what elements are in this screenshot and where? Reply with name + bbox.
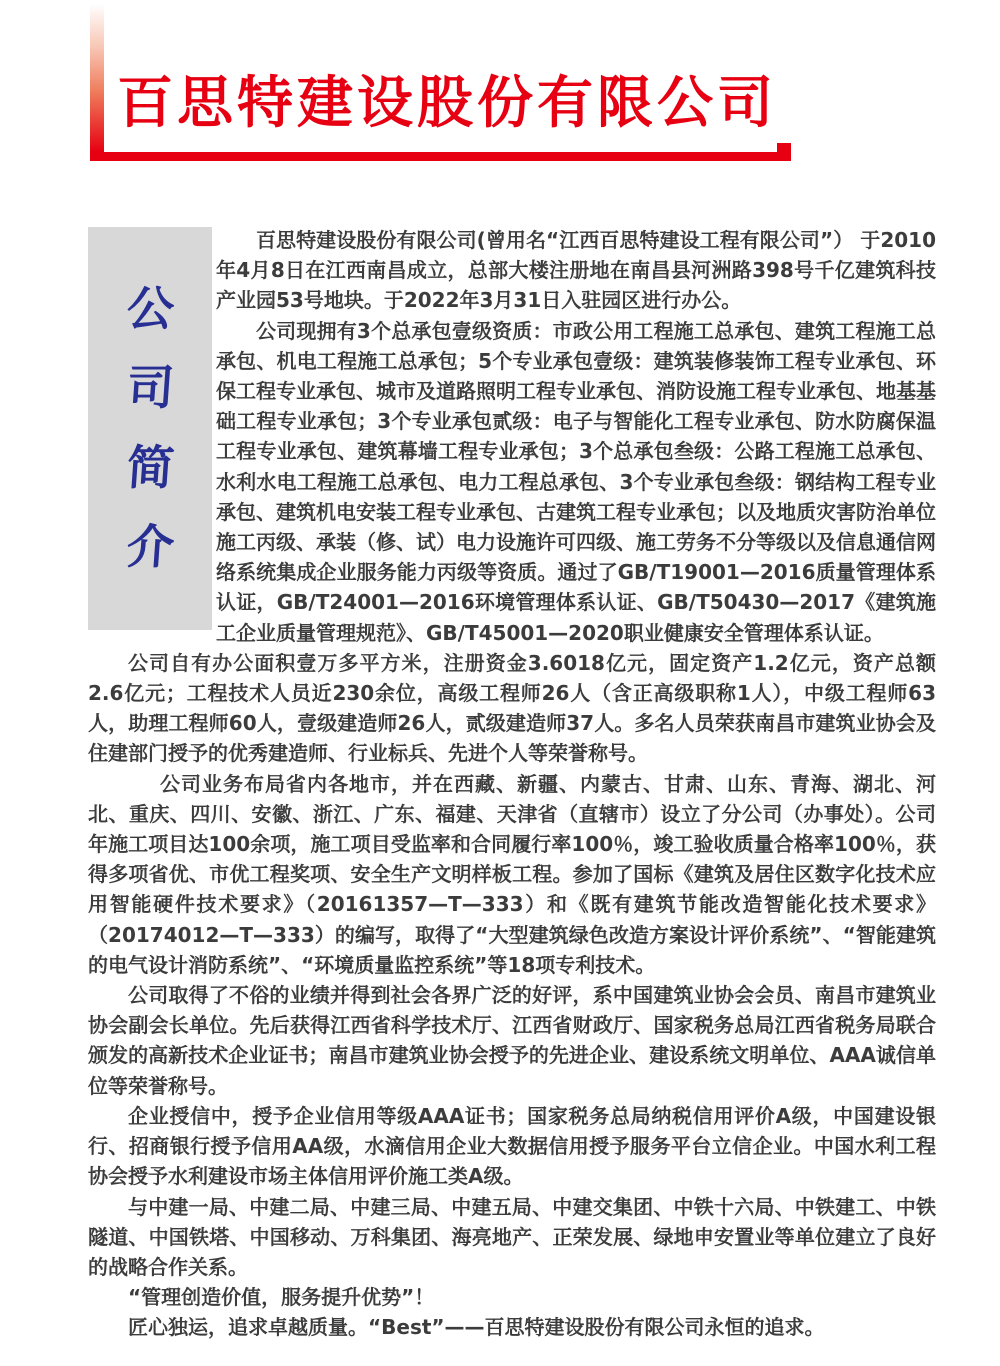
- header-underline: [90, 152, 791, 161]
- paragraph-business-layout: 公司业务布局省内各地市，并在西藏、新疆、内蒙古、甘肃、山东、青海、湖北、河北、重庆、四川、安徽、浙江、广东、福建、天津省（直辖市）设立了分公司（办事处）。公司年施工项目达100余项，施工项目受监率和合同履行率100％，竣工验收质量合格率100％，获得多项省优、市优工程奖项、安全生产文明样板工程。参加了国标《建筑及居住区数字化技术应用智能硬件技术要求》（20161357—T—333）和《既有建筑节能改造智能化技术要求》（20174012—T—333）的编写，取得了“大型建筑绿色改造方案设计评价系统”、“智能建筑的电气设计消防系统”、“环境质量监控系统”等18项专利技术。: [88, 771, 936, 977]
- section-label-char: 简: [124, 440, 176, 496]
- company-title: 百思特建设股份有限公司: [117, 71, 777, 136]
- paragraph-credit-ratings: 企业授信中，授予企业信用等级AAA证书；国家税务总局纳税信用评价A级，中国建设银行、招商银行授予信用AA级，水滴信用企业大数据信用授予服务平台立信企业。中国水利工程协会授予水利建设市场主体信用评价施工类A级。: [88, 1103, 936, 1189]
- paragraph-achievements: 公司取得了不俗的业绩并得到社会各界广泛的好评，系中国建筑业协会会员、南昌市建筑业协会副会长单位。先后获得江西省科学技术厅、江西省财政厅、国家税务总局江西省税务局联合颁发的高新技术企业证书；南昌市建筑业协会授予的先进企业、建设系统文明单位、AAA诚信单位等荣誉称号。: [88, 983, 936, 1098]
- header-accent-bar: [90, 4, 104, 152]
- paragraph-qualifications: 公司现拥有3个总承包壹级资质：市政公用工程施工总承包、建筑工程施工总承包、机电工程施工总承包；5个专业承包壹级：建筑装修装饰工程专业承包、环保工程专业承包、城市及道路照明工程专业承包、消防设施工程专业承包、地基基础工程专业承包；3个专业承包贰级：电子与智能化工程专业承包、防水防腐保温工程专业承包、建筑幕墙工程专业承包；3个总承包叁级：公路工程施工总承包、水利水电工程施工总承包、电力工程总承包、3个专业承包叁级：钢结构工程专业承包、建筑机电安装工程专业承包、古建筑工程专业承包；以及地质灾害防治单位施工丙级、承装（修、试）电力设施许可四级、施工劳务不分等级以及信息通信网络系统集成企业服务能力丙级等资质。通过了GB/T19001—2016质量管理体系认证，GB/T24001—2016环境管理体系认证、GB/T50430—2017《建筑施工企业质量管理规范》、GB/T45001—2020职业健康安全管理体系认证。: [216, 318, 936, 645]
- section-label-char: 司: [124, 361, 176, 417]
- section-label-char: 公: [124, 281, 176, 337]
- paragraph-assets-staff: 公司自有办公面积壹万多平方米，注册资金3.6018亿元，固定资产1.2亿元，资产总额2.6亿元；工程技术人员近230余位，高级工程师26人（含正高级职称1人），中级工程师63人，助理工程师60人，壹级建造师26人，贰级建造师37人。多名人员荣获南昌市建筑业协会及住建部门授予的优秀建造师、行业标兵、先进个人等荣誉称号。: [88, 650, 936, 766]
- section-label-char: 介: [124, 520, 176, 576]
- paragraph-company-founding: 百思特建设股份有限公司(曾用名“江西百思特建设工程有限公司”） 于2010年4月8日在江西南昌成立，总部大楼注册地在南昌县河洲路398号千亿建筑科技产业园53号地块。于2022年3月31日入驻园区进行办公。: [216, 228, 936, 313]
- paragraph-closing-motto: 匠心独运，追求卓越质量。“Best”——百思特建设股份有限公司永恒的追求。: [128, 1315, 825, 1340]
- underline-end-tick: [777, 143, 791, 152]
- header: [0, 0, 1000, 225]
- paragraph-slogan: “管理创造价值，服务提升优势”！: [128, 1285, 435, 1310]
- paragraph-strategic-partners: 与中建一局、中建二局、中建三局、中建五局、中建交集团、中铁十六局、中铁建工、中铁隧道、中国铁塔、中国移动、万科集团、海亮地产、正荣发展、绿地申安置业等单位建立了良好的战略合作关系。: [88, 1194, 936, 1279]
- company-profile-body: [0, 225, 1000, 1343]
- section-label-box: [88, 227, 212, 630]
